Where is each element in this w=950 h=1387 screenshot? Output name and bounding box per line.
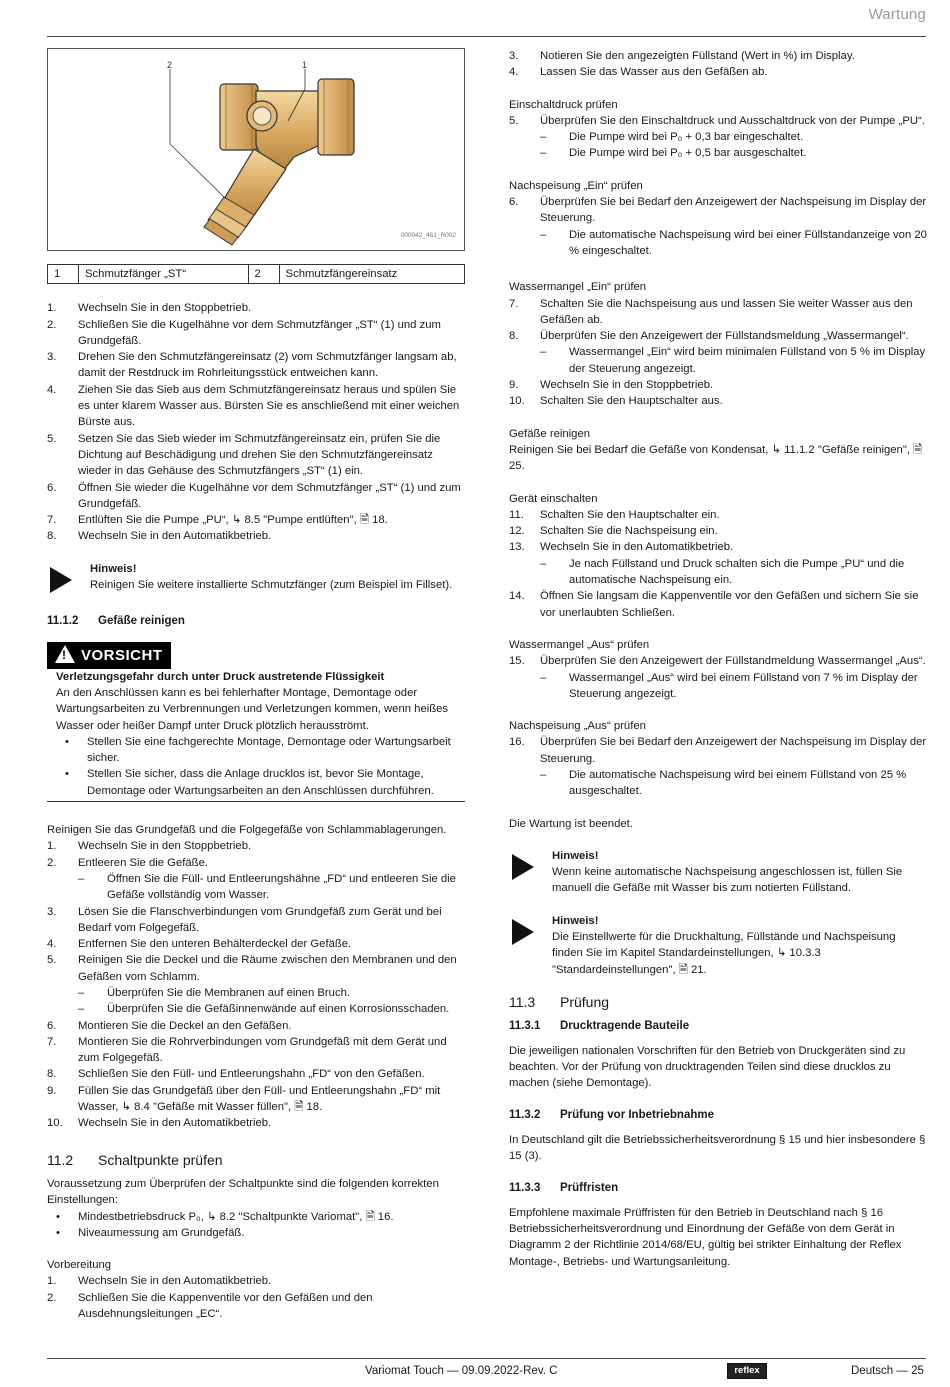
step-number: 9. [509, 379, 519, 392]
step-text: Entleeren Sie die Gefäße. [78, 856, 208, 869]
note-title: Hinweis! [552, 849, 599, 862]
note-box [509, 913, 927, 978]
caution-bullet: • Stellen Sie sicher, dass die Anlage drucklos ist, bevor Sie Montage, Demontage oder Wartungsarbeiten an den Anschlüssen durchführen. [65, 768, 434, 797]
step-text: Schalten Sie den Hauptschalter aus. [540, 395, 723, 408]
strainer-illustration [48, 49, 464, 250]
note-title: Hinweis! [552, 914, 599, 927]
step-number: 3. [509, 50, 519, 62]
level-steps [509, 48, 927, 81]
step-text: Schließen Sie die Kappenventile vor den Gefäßen und den Ausdehnungsleitungen „EC“. [78, 1291, 373, 1321]
step-text: Lösen Sie die Flanschverbindungen vom Grundgefäß zum Gerät und bei Bedarf vom Folgegefäß. [78, 905, 442, 934]
caution-text: An den Anschlüssen kann es bei fehlerhafter Montage, Demontage oder Wartungsarbeiten zu Verbrennungen und Verletzungen kommen, wenn heißes Wasser oder heißer Dampf unter Druck plötzlich herausströmt. [56, 686, 449, 732]
step-text: Reinigen Sie die Deckel und die Räume zwischen den Membranen und den Gefäßen vom Schlamm. [78, 954, 457, 983]
list-step [47, 855, 465, 871]
list-step [47, 1066, 465, 1082]
legend-text: Schmutzfänger „ST“ [79, 265, 249, 284]
note-text: Wenn keine automatische Nachspeisung angeschlossen ist, füllen Sie manuell die Gefäße mit Wasser bis zum notierten Füllstand. [552, 866, 903, 895]
sub-step: – Die Pumpe wird bei P₀ + 0,5 bar ausgeschaltet. [540, 147, 807, 160]
step-text: Entfernen Sie den unteren Behälterdeckel der Gefäße. [78, 938, 352, 951]
step-text: Wechseln Sie in den Automatikbetrieb. [78, 1275, 272, 1288]
legend-number: 2 [248, 265, 279, 284]
nachspeisung-aus-steps [509, 734, 927, 767]
step-text: Drehen Sie den Schmutzfängereinsatz (2) vom Schmutzfänger langsam ab, damit der Restdruck im Rohrleitungsstück entweichen kann. [78, 351, 457, 380]
sub-step: – Die automatische Nachspeisung wird bei einem Füllstand von 25 % ausgeschaltet. [540, 768, 907, 798]
step-text: Notieren Sie den angezeigten Füllstand (Wert in %) im Display. [540, 50, 855, 62]
caution-bullet: • Stellen Sie eine fachgerechte Montage, Demontage oder Wartungsarbeit sicher. [65, 735, 451, 765]
list-step [47, 431, 465, 480]
list-step [509, 523, 927, 539]
step-text: Entlüften Sie die Pumpe „PU“, ↳ 8.5 "Pumpe entlüften", 🗎 18. [78, 514, 388, 527]
section-text-11-3-2: In Deutschland gilt die Betriebssicherheitsverordnung § 15 und hier insbesondere § 15 (3). [509, 1133, 926, 1163]
note-text: Reinigen Sie weitere installierte Schmutzfänger (zum Beispiel im Fillset). [90, 579, 453, 592]
clean-steps-1 [47, 838, 465, 871]
step-text: Lassen Sie das Wasser aus den Gefäßen ab. [540, 66, 768, 79]
clean-steps-2 [47, 904, 465, 985]
list-step [47, 349, 465, 382]
sub-step: – Öffnen Sie die Füll- und Entleerungshähne „FD“ und entleeren Sie die Gefäße vollständig vom Wasser. [78, 872, 456, 902]
step-number: 7. [509, 297, 519, 310]
list-step [509, 377, 927, 393]
step-number: 9. [47, 1084, 57, 1097]
clean-steps-3 [47, 1018, 465, 1132]
list-step [509, 328, 927, 344]
subheading-nachspeisung-aus: Nachspeisung „Aus“ prüfen [509, 720, 646, 733]
step-number: 5. [509, 114, 519, 127]
step-number: 2. [47, 856, 57, 869]
step-text: Schließen Sie den Füll- und Entleerungshahn „FD“ von den Gefäßen. [78, 1068, 425, 1081]
list-step [47, 528, 465, 544]
caution-box [47, 669, 465, 802]
list-step [509, 48, 927, 64]
maintenance-done-text: Die Wartung ist beendet. [509, 817, 633, 830]
step-number: 3. [47, 351, 57, 364]
step-number: 10. [509, 395, 525, 408]
wassermangel-aus-steps [509, 653, 927, 669]
note-arrow-icon [50, 567, 72, 593]
list-step [47, 1273, 465, 1289]
step-number: 5. [47, 954, 57, 967]
step-text: Überprüfen Sie bei Bedarf den Anzeigewert der Nachspeisung im Display der Steuerung. [540, 736, 927, 765]
list-step [509, 113, 927, 129]
section-heading-11-3: 11.3 Prüfung [509, 993, 610, 1010]
step-text: Füllen Sie das Grundgefäß über den Füll- und Entleerungshahn „FD“ mit Wasser, ↳ 8.4 "Gefäße mit Wasser füllen", 🗎 18. [78, 1084, 441, 1114]
step-number: 1. [47, 1275, 57, 1288]
list-step [47, 1018, 465, 1034]
note-arrow-icon [512, 919, 534, 945]
step-number: 2. [47, 1291, 57, 1304]
header-rule [47, 36, 926, 37]
caution-title: Verletzungsgefahr durch unter Druck austretende Flüssigkeit [56, 670, 385, 683]
geraet-einschalten-steps-2 [509, 588, 927, 621]
sub-step: – Überprüfen Sie die Membranen auf einen Bruch. [78, 986, 351, 999]
section-text-11-3-1: Die jeweiligen nationalen Vorschriften für den Betrieb von Druckgeräten sind zu beachten. Vor der Prüfung von drucktragenden Teilen sind diese drucklos zu machen (siehe Demontage). [509, 1044, 906, 1090]
sub-step: – Die Pumpe wird bei P₀ + 0,3 bar eingeschaltet. [540, 131, 804, 144]
list-step [47, 904, 465, 937]
clean-intro: Reinigen Sie das Grundgefäß und die Folgegefäße von Schlammablagerungen. [47, 824, 447, 837]
step-text: Überprüfen Sie den Anzeigewert der Füllstandsmeldung „Wassermangel“. [540, 330, 909, 343]
nachspeisung-ein-steps [509, 194, 927, 227]
step-text: Wechseln Sie in den Stoppbetrieb. [78, 302, 252, 315]
step-text: Montieren Sie die Deckel an den Gefäßen. [78, 1019, 292, 1032]
prep-title: Vorbereitung [47, 1259, 112, 1272]
subheading-wassermangel-ein: Wassermangel „Ein“ prüfen [509, 281, 647, 294]
step-text: Montieren Sie die Rohrverbindungen vom Grundgefäß mit dem Gerät und zum Folgegefäß. [78, 1035, 447, 1065]
warning-icon: ! [55, 645, 75, 663]
list-step [47, 382, 465, 431]
step-text: Ziehen Sie das Sieb aus dem Schmutzfängereinsatz heraus und spülen Sie es unter klarem Wasser aus. Bürsten Sie es anschließend mit einer weichen Bürste aus. [78, 383, 460, 429]
note-text: Die Einstellwerte für die Druckhaltung, Füllstände und Nachspeisung finden Sie im Kapitel Standardeinstellungen, ↳ 10.3.3 "Standardeinstellungen", 🗎 21. [552, 931, 896, 976]
list-step [509, 734, 927, 767]
note-box [509, 848, 927, 897]
prereq-bullet: • Niveaumessung am Grundgefäß. [56, 1226, 245, 1239]
sub-step: – Je nach Füllstand und Druck schalten sich die Pumpe „PU“ und die automatische Nachspeisung ein. [540, 557, 905, 587]
list-step [47, 480, 465, 513]
list-step [47, 1034, 465, 1067]
wassermangel-ein-steps [509, 296, 927, 345]
step-number: 13. [509, 541, 525, 554]
step-number: 8. [47, 1068, 57, 1081]
note-box [47, 561, 465, 594]
list-step [509, 393, 927, 409]
note-title: Hinweis! [90, 562, 137, 575]
step-number: 6. [47, 1019, 57, 1032]
step-number: 14. [509, 590, 525, 603]
step-text: Wechseln Sie in den Stoppbetrieb. [78, 840, 252, 853]
step-number: 6. [509, 196, 519, 209]
subheading-gefaesse-reinigen: Gefäße reinigen [509, 427, 591, 440]
header-section-title: Wartung [868, 6, 926, 23]
list-step [47, 838, 465, 854]
list-step [47, 512, 465, 528]
section-heading-11-3-3: 11.3.3 Prüffristen [509, 1182, 619, 1195]
step-number: 3. [47, 905, 57, 918]
einschaltdruck-steps [509, 113, 927, 129]
list-step [47, 1115, 465, 1131]
step-text: Überprüfen Sie den Einschaltdruck und Ausschaltdruck von der Pumpe „PU“. [540, 114, 925, 127]
list-step [509, 194, 927, 227]
step-text: Wechseln Sie in den Automatikbetrieb. [540, 541, 734, 554]
step-number: 7. [47, 1035, 57, 1048]
sub-step: – Überprüfen Sie die Gefäßinnenwände auf einen Korrosionsschaden. [78, 1003, 450, 1016]
step-text: Schalten Sie die Nachspeisung aus und lassen Sie weiter Wasser aus den Gefäßen ab. [540, 297, 913, 326]
step-number: 16. [509, 736, 525, 749]
prep-steps [47, 1273, 465, 1322]
list-step [47, 300, 465, 316]
step-number: 5. [47, 432, 57, 445]
step-text: Überprüfen Sie den Anzeigewert der Füllstandmeldung Wassermangel „Aus“. [540, 655, 926, 668]
list-step [509, 588, 927, 621]
footer-rule [47, 1358, 926, 1359]
sub-step: – Die automatische Nachspeisung wird bei einer Füllstandanzeige von 20 % eingeschaltet. [540, 228, 927, 257]
prereq-text: Voraussetzung zum Überprüfen der Schaltpunkte sind die folgenden korrekten Einstellungen: [47, 1177, 439, 1207]
right-column [509, 48, 927, 1270]
step-text: Überprüfen Sie bei Bedarf den Anzeigewert der Nachspeisung im Display der Steuerung. [540, 196, 927, 225]
step-number: 4. [47, 383, 57, 396]
list-step [47, 1290, 465, 1323]
step-number: 10. [47, 1117, 63, 1130]
gefaesse-reinigen-text: Reinigen Sie bei Bedarf die Gefäße von Kondensat, ↳ 11.1.2 "Gefäße reinigen", 🗎 25. [509, 443, 923, 473]
legend-number: 1 [48, 265, 79, 284]
wassermangel-ein-steps-2 [509, 377, 927, 410]
note-arrow-icon [512, 854, 534, 880]
list-step [509, 64, 927, 80]
step-number: 1. [47, 302, 57, 315]
list-step [47, 1083, 465, 1116]
step-number: 6. [47, 481, 57, 494]
figure-label-1: 1 [302, 60, 308, 70]
step-text: Schließen Sie die Kugelhähne vor dem Schmutzfänger „ST“ (1) und zum Grundgefäß. [78, 318, 441, 347]
step-number: 12. [509, 525, 525, 538]
legend-row [48, 265, 465, 284]
list-step [47, 936, 465, 952]
step-text: Öffnen Sie langsam die Kappenventile vor den Gefäßen und sichern Sie sie vor unerlaubten Schließen. [540, 590, 919, 619]
list-step [509, 507, 927, 523]
step-number: 8. [47, 530, 57, 543]
figure-label-2: 2 [167, 60, 173, 70]
strainer-steps [47, 300, 465, 544]
step-text: Schalten Sie den Hauptschalter ein. [540, 508, 720, 521]
step-text: Öffnen Sie wieder die Kugelhähne vor dem Schmutzfänger „ST“ (1) und zum Grundgefäß. [78, 481, 461, 510]
step-text: Wechseln Sie in den Stoppbetrieb. [540, 379, 714, 392]
step-number: 7. [47, 514, 57, 527]
footer-document-title: Variomat Touch — 09.09.2022-Rev. C [365, 1365, 558, 1377]
list-step [509, 296, 927, 329]
geraet-einschalten-steps [509, 507, 927, 556]
step-number: 2. [47, 318, 57, 331]
subheading-nachspeisung-ein: Nachspeisung „Ein“ prüfen [509, 179, 643, 192]
section-text-11-3-3: Empfohlene maximale Prüffristen für den Betrieb in Deutschland nach § 16 Betriebssicherheitsverordnung und Einordnung der Gefäße von dem Gerät in Diagramm 2 der Richtlinie 2014/68/EU, gültig bei strikter Einhaltung der Reflex Montage-, Betriebs- und Wartungsanleitung. [509, 1206, 902, 1268]
sub-step: – Wassermangel „Aus“ wird bei einem Füllstand von 7 % im Display der Steuerung angezeigt. [540, 671, 918, 700]
brand-logo: reflex [727, 1363, 767, 1379]
step-number: 8. [509, 330, 519, 343]
footer-language-page: Deutsch — 25 [851, 1365, 924, 1377]
list-step [509, 539, 927, 555]
prereq-bullet: • Mindestbetriebsdruck P₀, ↳ 8.2 "Schaltpunkte Variomat", 🗎 16. [56, 1210, 394, 1223]
list-step [47, 952, 465, 985]
left-column [47, 48, 465, 1322]
section-heading-11-3-2: 11.3.2 Prüfung vor Inbetriebnahme [509, 1109, 714, 1122]
step-number: 4. [509, 66, 519, 79]
caution-badge: ! VORSICHT [47, 642, 171, 669]
section-heading-11-1-2: 11.1.2 Gefäße reinigen [47, 615, 185, 628]
figure-legend-table [47, 264, 465, 284]
sub-step: – Wassermangel „Ein“ wird beim minimalen Füllstand von 5 % im Display der Steuerung angezeigt. [540, 346, 926, 375]
step-number: 1. [47, 840, 57, 853]
step-number: 11. [509, 508, 524, 521]
figure-code: 000042_461_R002 [400, 231, 456, 239]
step-text: Setzen Sie das Sieb wieder im Schmutzfängereinsatz ein, prüfen Sie die Dichtung auf Beschädigung und drehen Sie den Schmutzfängereinsatz wieder in das Gehäuse des Schmutzfängers „ST“ (1) ein. [78, 432, 441, 478]
list-step [47, 317, 465, 350]
subheading-wassermangel-aus: Wassermangel „Aus“ prüfen [509, 638, 650, 651]
subheading-geraet-einschalten: Gerät einschalten [509, 492, 598, 505]
step-number: 15. [509, 655, 525, 668]
list-step [509, 653, 927, 669]
step-text: Schalten Sie die Nachspeisung ein. [540, 525, 718, 538]
strainer-figure [47, 48, 465, 251]
step-text: Wechseln Sie in den Automatikbetrieb. [78, 530, 272, 543]
step-number: 4. [47, 938, 57, 951]
subheading-einschaltdruck: Einschaltdruck prüfen [509, 98, 618, 111]
section-heading-11-2: 11.2 Schaltpunkte prüfen [47, 1151, 223, 1168]
legend-text: Schmutzfängereinsatz [279, 265, 464, 284]
step-text: Wechseln Sie in den Automatikbetrieb. [78, 1117, 272, 1130]
section-heading-11-3-1: 11.3.1 Drucktragende Bauteile [509, 1020, 690, 1033]
